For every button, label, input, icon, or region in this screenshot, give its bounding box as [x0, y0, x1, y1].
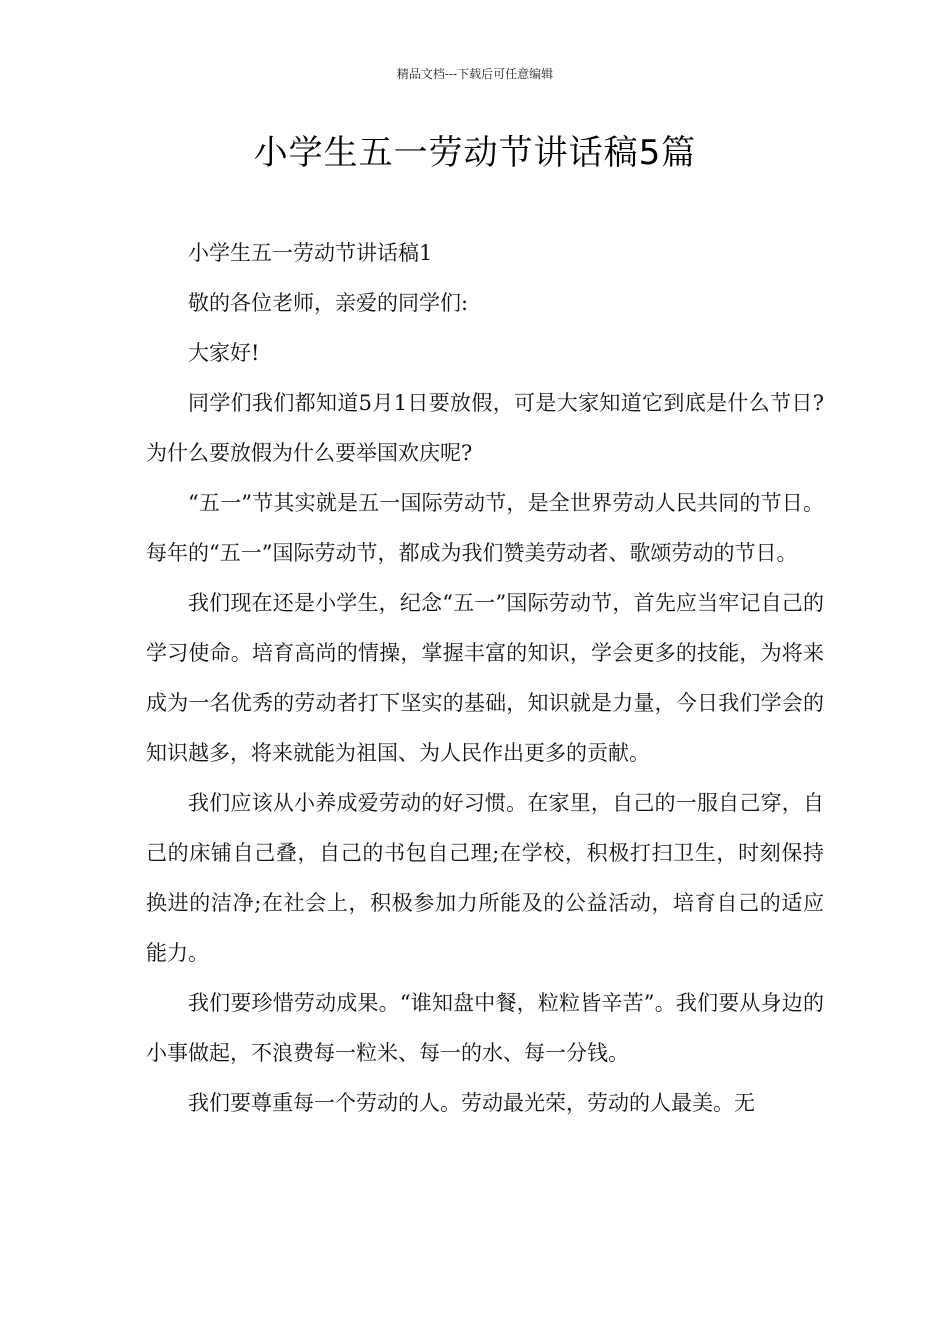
paragraph: 同学们我们都知道5月1日要放假，可是大家知道它到底是什么节日?为什么要放假为什么要举国欢庆呢?	[146, 391, 824, 465]
paragraph: 我们要尊重每一个劳动的人。劳动最光荣，劳动的人最美。无	[188, 1091, 755, 1115]
greeting: 大家好!	[188, 341, 260, 365]
paragraph: 我们现在还是小学生，纪念“五一”国际劳动节，首先应当牢记自己的学习使命。培育高尚的情操，掌握丰富的知识，学会更多的技能，为将来成为一名优秀的劳动者打下坚实的基础，知识就是力量，今日我们学会的知识越多，将来就能为祖国、为人民作出更多的贡献。	[146, 591, 824, 765]
paragraph: 我们应该从小养成爱劳动的好习惯。在家里，自己的一服自己穿，自己的床铺自己叠，自己的书包自己理;在学校，积极打扫卫生，时刻保持换进的洁净;在社会上，积极参加力所能及的公益活动，培育自己的适应能力。	[146, 791, 824, 965]
salutation: 敬的各位老师，亲爱的同学们:	[188, 291, 469, 315]
paragraph: 我们要珍惜劳动成果。“谁知盘中餐，粒粒皆辛苦”。我们要从身边的小事做起，不浪费每一粒米、每一的水、每一分钱。	[146, 991, 824, 1065]
section-heading: 小学生五一劳动节讲话稿1	[188, 241, 433, 265]
header-note: 精品文档---下载后可任意编辑	[396, 67, 554, 81]
document-body	[146, 228, 824, 1128]
document-title: 小学生五一劳动节讲话稿5篇	[253, 133, 697, 173]
paragraph: “五一”节其实就是五一国际劳动节，是全世界劳动人民共同的节日。每年的“五一”国际劳动节，都成为我们赞美劳动者、歌颂劳动的节日。	[146, 491, 824, 565]
